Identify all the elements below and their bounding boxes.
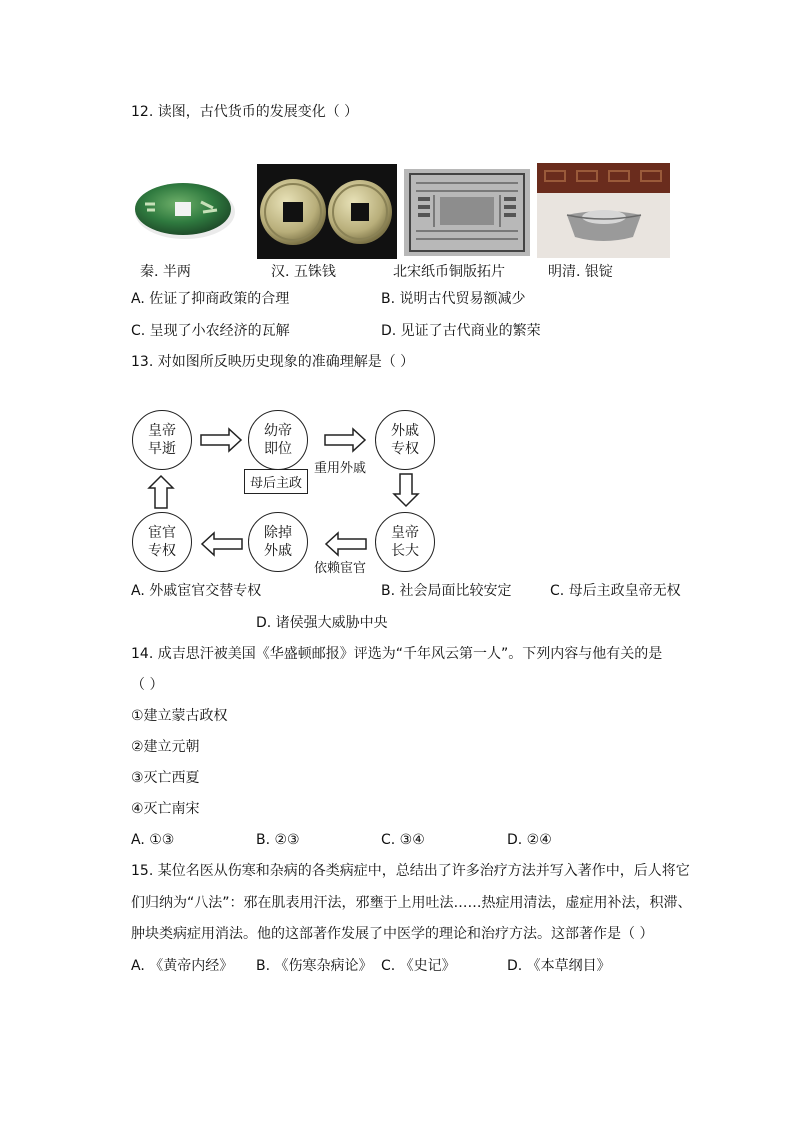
q14-option-a[interactable]: A. ①③ [131, 832, 175, 848]
q14-item-4: ④灭亡南宋 [131, 801, 200, 817]
arrow-down [394, 474, 418, 506]
q14-stem-parens: （ ） [131, 677, 164, 693]
q15-stem-line-2: 们归纳为“八法”：邪在肌表用汗法，邪壅于上用吐法……热症用清法，虚症用补法，积滞、 [131, 895, 692, 911]
node-emperor-grows-up: 皇帝 长大 [375, 512, 435, 572]
han-wuzhu-coins-image [257, 164, 397, 259]
q15-stem-line-3: 肿块类病症用消法。他的这部著作发展了中医学的理论和治疗方法。这部著作是（ ） [131, 926, 654, 942]
arrow-up [149, 476, 173, 508]
q14-option-d[interactable]: D. ②④ [507, 832, 552, 848]
ming-qing-silver-ingot-image [537, 163, 670, 258]
node-emperor-dies-young: 皇帝 早逝 [132, 410, 192, 470]
caption-han: 汉. 五铢钱 [271, 264, 336, 280]
node-consort-clan-power: 外戚 专权 [375, 410, 435, 470]
caption-song: 北宋纸币铜版拓片 [393, 264, 505, 280]
q15-option-a[interactable]: A. 《黄帝内经》 [131, 958, 234, 974]
label-rely-on-consort-clan: 重用外戚 [314, 461, 367, 476]
q14-item-1: ①建立蒙古政权 [131, 708, 228, 724]
q12-option-a[interactable]: A. 佐证了抑商政策的合理 [131, 291, 290, 307]
label-empress-dowager-regency: 母后主政 [244, 469, 308, 494]
q13-option-b[interactable]: B. 社会局面比较安定 [381, 583, 512, 599]
q15-option-b[interactable]: B. 《伤寒杂病论》 [256, 958, 373, 974]
node-child-emperor: 幼帝 即位 [248, 410, 308, 470]
arrow-right-1 [201, 429, 241, 451]
label-rely-on-eunuchs: 依赖宦官 [314, 561, 367, 576]
q12-option-b[interactable]: B. 说明古代贸易额减少 [381, 291, 526, 307]
node-eunuch-power: 宦官 专权 [132, 512, 192, 572]
song-paper-money-rubbing-image [404, 169, 530, 256]
q13-option-c[interactable]: C. 母后主政皇帝无权 [550, 583, 681, 599]
arrow-left-2 [202, 533, 242, 555]
caption-qin: 秦. 半两 [140, 264, 191, 280]
q13-stem: 13. 对如图所反映历史现象的准确理解是（ ） [131, 354, 415, 370]
q14-option-b[interactable]: B. ②③ [256, 832, 300, 848]
q13-option-a[interactable]: A. 外戚宦官交替专权 [131, 583, 262, 599]
q12-option-c[interactable]: C. 呈现了小农经济的瓦解 [131, 323, 290, 339]
q14-option-c[interactable]: C. ③④ [381, 832, 425, 848]
caption-ming-qing: 明清. 银锭 [548, 264, 613, 280]
qin-banliang-coin-image [131, 178, 239, 242]
q15-option-c[interactable]: C. 《史记》 [381, 958, 456, 974]
arrow-left-1 [326, 533, 366, 555]
node-remove-consort-clan: 除掉 外戚 [248, 512, 308, 572]
q12-option-d[interactable]: D. 见证了古代商业的繁荣 [381, 323, 541, 339]
q14-item-2: ②建立元朝 [131, 739, 200, 755]
q14-stem: 14. 成吉思汗被美国《华盛顿邮报》评选为“千年风云第一人”。下列内容与他有关的是 [131, 646, 663, 662]
arrow-right-2 [325, 429, 365, 451]
q15-option-d[interactable]: D. 《本草纲目》 [507, 958, 611, 974]
q15-stem-line-1: 15. 某位名医从伤寒和杂病的各类病症中，总结出了许多治疗方法并写入著作中，后人将它 [131, 863, 690, 879]
q14-item-3: ③灭亡西夏 [131, 770, 200, 786]
q12-stem: 12. 读图，古代货币的发展变化（ ） [131, 104, 359, 120]
q13-option-d[interactable]: D. 诸侯强大威胁中央 [256, 615, 388, 631]
